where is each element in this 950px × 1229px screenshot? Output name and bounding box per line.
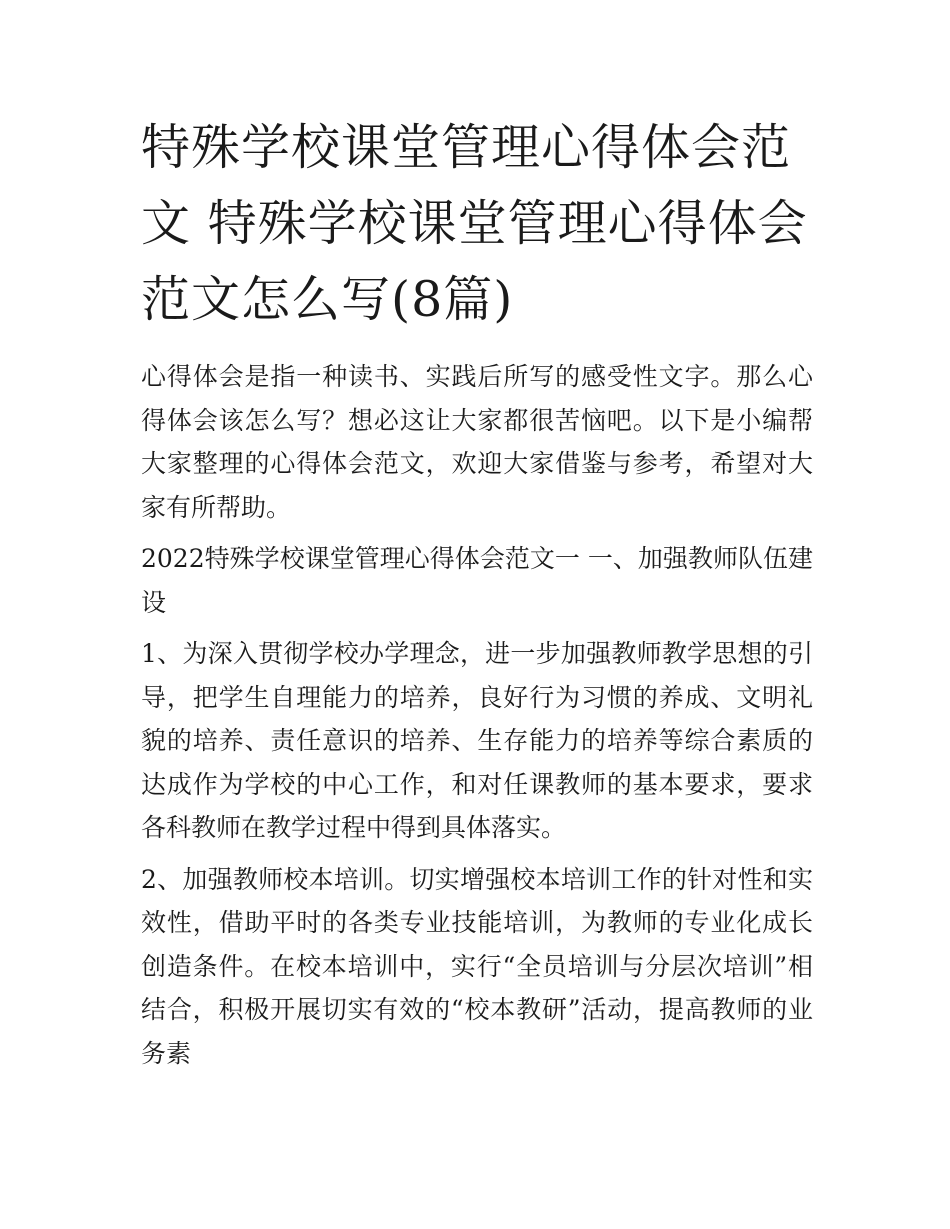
paragraph-section-heading: 2022特殊学校课堂管理心得体会范文一 一、加强教师队伍建设 [141, 544, 813, 617]
document-body [141, 355, 813, 1075]
paragraph-intro: 心得体会是指一种读书、实践后所写的感受性文字。那么心得体会该怎么写？想必这让大家都很苦恼吧。以下是小编帮大家整理的心得体会范文，欢迎大家借鉴与参考，希望对大家有所帮助。 [141, 362, 813, 522]
paragraph-item-1: 1、为深入贯彻学校办学理念，进一步加强教师教学思想的引导，把学生自理能力的培养，良好行为习惯的养成、文明礼貌的培养、责任意识的培养、生存能力的培养等综合素质的达成作为学校的中心工作，和对任课教师的基本要求，要求各科教师在教学过程中得到具体落实。 [141, 639, 813, 842]
paragraph-item-2: 2、加强教师校本培训。切实增强校本培训工作的针对性和实效性，借助平时的各类专业技能培训，为教师的专业化成长创造条件。在校本培训中，实行“全员培训与分层次培训”相结合，积极开展切实有效的“校本教研”活动，提高教师的业务素 [141, 864, 813, 1068]
document-page [141, 110, 813, 1083]
document-title: 特殊学校课堂管理心得体会范文 特殊学校课堂管理心得体会范文怎么写(8篇) [141, 119, 808, 328]
